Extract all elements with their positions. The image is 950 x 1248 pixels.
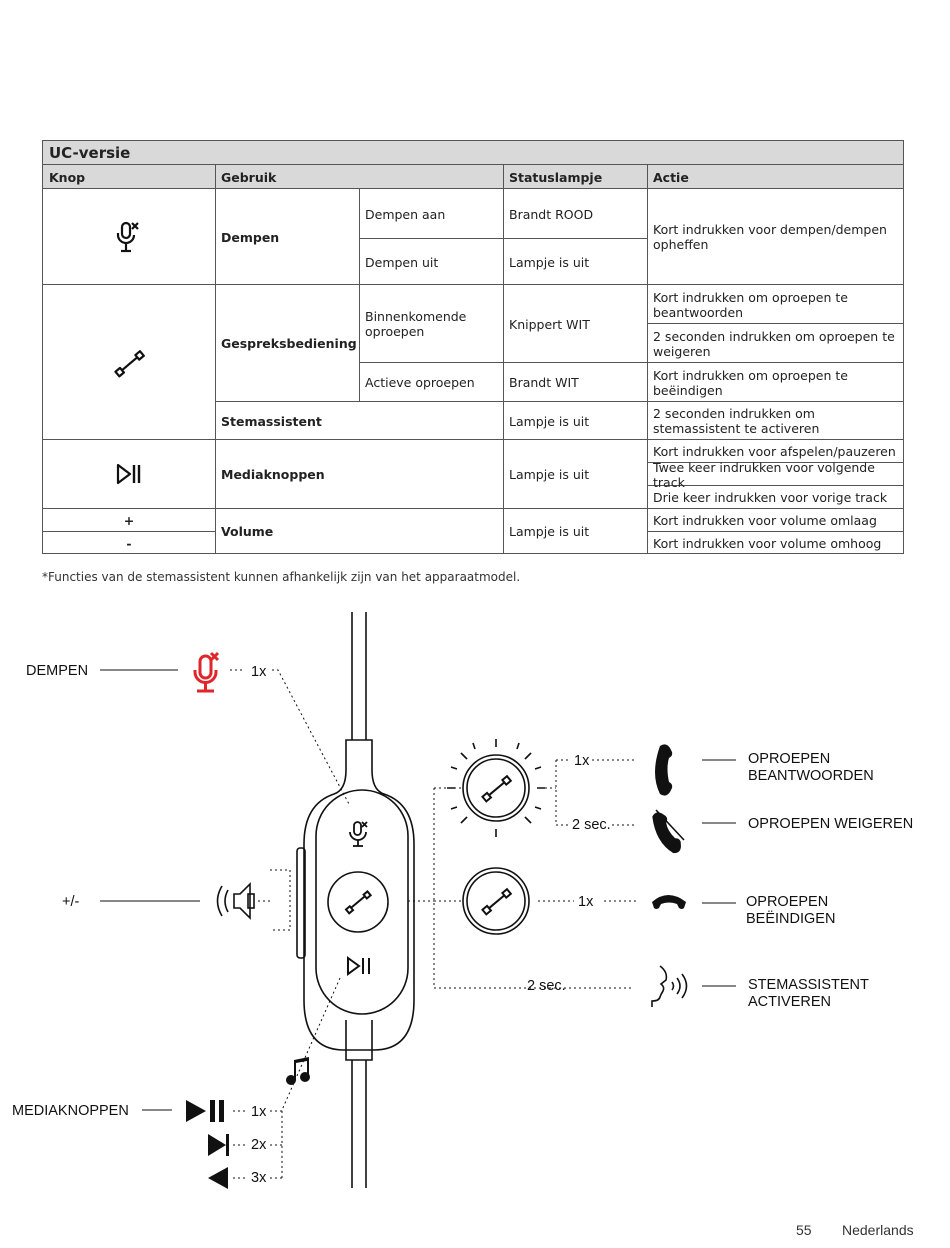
row-dempen-uit: Dempen uit: [365, 254, 439, 270]
row-dempen-aan: Dempen aan: [365, 206, 446, 222]
count-media-2: 2x: [251, 1137, 267, 1153]
row-beantwoorden-action: Kort indrukken om oproepen te beantwoorden: [653, 289, 848, 320]
label-mediaknoppen: MEDIAKNOPPEN: [12, 1103, 129, 1119]
page-language: Nederlands: [842, 1222, 914, 1238]
row-media-action1: Kort indrukken voor afspelen/pauzeren: [653, 444, 896, 459]
row-dempen-label: Dempen: [221, 229, 280, 245]
header-knop: Knop: [43, 165, 215, 189]
row-stemassistent-action: 2 seconden indrukken om stemassistent te activeren: [653, 406, 820, 436]
label-reject: OPROEPEN WEIGEREN: [748, 816, 914, 832]
count-answer: 1x: [574, 753, 590, 769]
row-beeindigen-action: Kort indrukken om oproepen te beëindigen: [653, 367, 848, 398]
count-end: 1x: [578, 894, 594, 910]
count-media-3: 3x: [251, 1170, 267, 1186]
remote-phone-icon: [346, 891, 371, 913]
label-volume: +/-: [62, 894, 80, 910]
inline-control-diagram: [0, 600, 950, 1200]
reject-phone-icon: [647, 809, 684, 857]
row-volume-action1: Kort indrukken voor volume omlaag: [653, 513, 877, 528]
play-pause-icon: [115, 463, 143, 485]
play-pause-filled-icon: [186, 1100, 224, 1122]
row-volume-label: Volume: [221, 524, 274, 539]
mute-red-icon: [195, 653, 218, 691]
row-volume-plus: +: [123, 513, 135, 528]
count-reject: 2 sec.: [572, 817, 611, 833]
row-media-status: Lampje is uit: [509, 467, 590, 482]
row-volume-status: Lampje is uit: [509, 524, 590, 539]
count-dempen: 1x: [251, 664, 267, 680]
row-binnenkomend: Binnenkomende oproepen: [365, 309, 467, 339]
page-number: 55: [796, 1222, 812, 1238]
label-answer-1: OPROEPEN: [748, 751, 831, 767]
row-media-label: Mediaknoppen: [221, 467, 325, 482]
count-media-1: 1x: [251, 1104, 267, 1120]
row-gesprek-label: Gespreksbediening: [221, 335, 357, 351]
row-actief: Actieve oproepen: [365, 375, 475, 390]
row-media-action2: Twee keer indrukken voor volgende track: [653, 459, 875, 490]
header-actie: Actie: [647, 165, 903, 189]
row-dempen-aan-status: Brandt ROOD: [509, 206, 594, 222]
mute-icon: [113, 219, 145, 255]
answer-phone-icon: [655, 744, 672, 795]
label-assist-2: ACTIVEREN: [748, 994, 831, 1010]
row-binnenkomend-status: Knippert WIT: [509, 316, 590, 332]
remote-mute-icon: [350, 822, 367, 846]
count-assist: 2 sec.: [527, 978, 566, 994]
next-track-icon: [208, 1134, 229, 1156]
row-volume-minus: -: [126, 535, 132, 551]
phone-icon: [109, 343, 149, 383]
remote-play-icon: [348, 958, 369, 974]
speaker-icon: [218, 884, 255, 918]
label-dempen: DEMPEN: [26, 663, 89, 679]
row-stemassistent-label: Stemassistent: [221, 413, 322, 429]
table-title: UC-versie: [43, 141, 903, 165]
previous-track-icon: [208, 1167, 228, 1189]
label-answer-2: BEANTWOORDEN: [748, 768, 874, 784]
row-stemassistent-status: Lampje is uit: [509, 413, 590, 429]
row-dempen-action: Kort indrukken voor dempen/dempen opheffen: [653, 222, 887, 252]
end-call-icon: [652, 895, 686, 909]
row-dempen-uit-status: Lampje is uit: [509, 254, 590, 270]
header-gebruik: Gebruik: [215, 165, 503, 189]
label-assist-1: STEMASSISTENT: [748, 977, 869, 993]
music-note-icon: [286, 1057, 310, 1085]
voice-assistant-icon: [652, 966, 687, 1007]
header-statuslampje: Statuslampje: [503, 165, 647, 189]
label-end-1: OPROEPEN: [746, 894, 829, 910]
label-end-2: BEËINDIGEN: [746, 911, 836, 927]
row-volume-action2: Kort indrukken voor volume omhoog: [653, 535, 882, 551]
footnote: *Functies van de stemassistent kunnen afhankelijk zijn van het apparaatmodel.: [42, 570, 521, 584]
row-media-action3: Drie keer indrukken voor vorige track: [653, 490, 888, 505]
button-function-table: [42, 140, 904, 554]
row-actief-status: Brandt WIT: [509, 375, 579, 390]
row-weigeren-action: 2 seconden indrukken om oproepen te weigeren: [653, 328, 895, 359]
